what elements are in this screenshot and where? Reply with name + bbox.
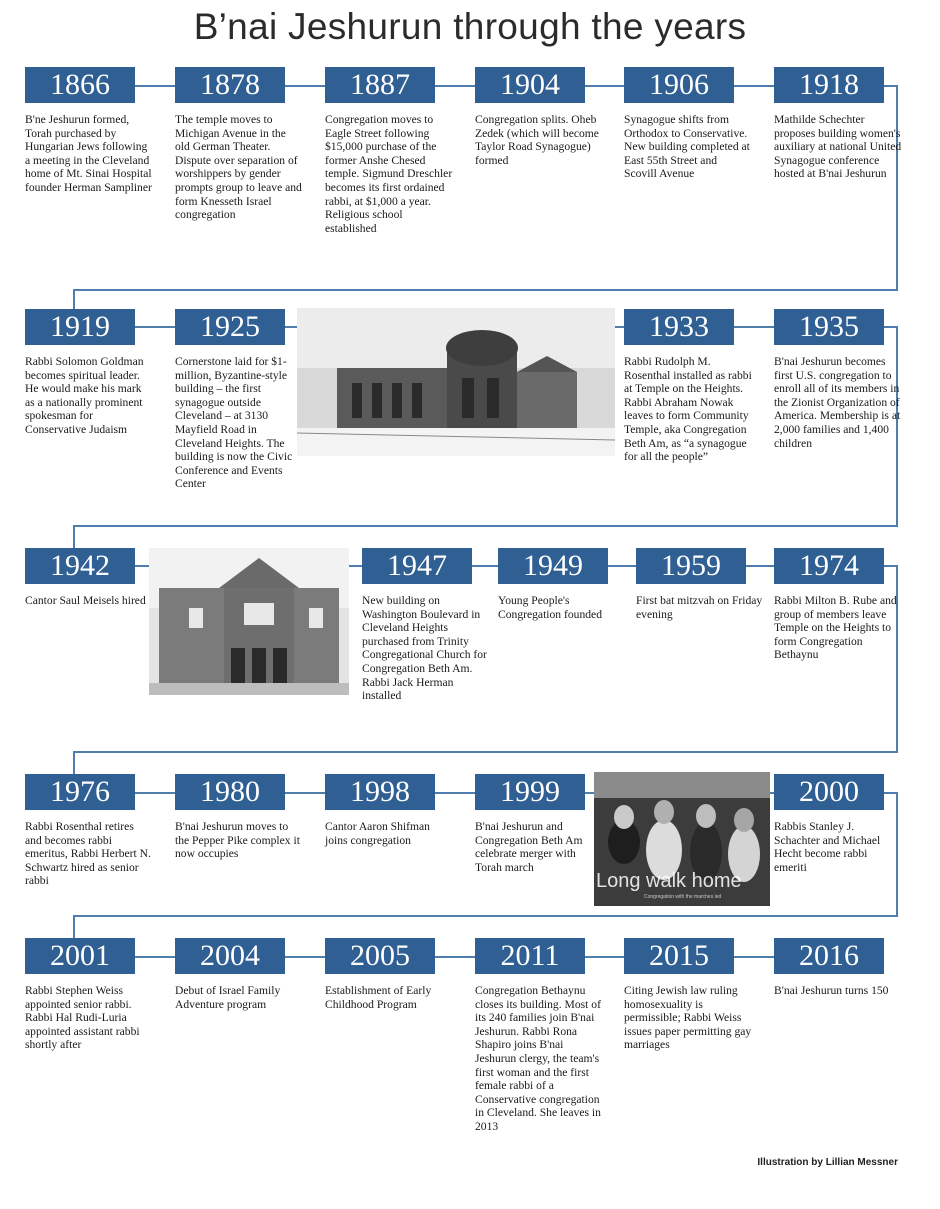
timeline-line-return-1 xyxy=(73,289,898,291)
timeline-line-return-2 xyxy=(73,525,898,527)
event-text-1999: B'nai Jeshurun and Congregation Beth Am celebrate merger with Torah march xyxy=(475,820,583,874)
event-text-1942: Cantor Saul Meisels hired xyxy=(25,594,146,607)
event-text-1976: Rabbi Rosenthal retires and becomes rabbi emeritus, Rabbi Herbert N. Schwartz hired as senior rabbi xyxy=(25,820,151,888)
year-badge-2000: 2000 xyxy=(774,774,884,810)
year-badge-1980: 1980 xyxy=(175,774,285,810)
photo-subcaption: Congregation with the marches led xyxy=(644,894,722,900)
year-badge-1942: 1942 xyxy=(25,548,135,584)
year-badge-2004: 2004 xyxy=(175,938,285,974)
year-badge-1919: 1919 xyxy=(25,309,135,345)
year-badge-2005: 2005 xyxy=(325,938,435,974)
year-badge-2016: 2016 xyxy=(774,938,884,974)
event-text-1878: The temple moves to Michigan Avenue in the old German Theater. Dispute over separation of worshippers by gender prompts group to leave and form Knesseth Israel congregation xyxy=(175,113,302,222)
event-text-1949: Young People's Congregation founded xyxy=(498,594,602,621)
event-text-2005: Establishment of Early Childhood Program xyxy=(325,984,432,1011)
event-text-1933: Rabbi Rudolph M. Rosenthal installed as rabbi at Temple on the Heights. Rabbi Abraham Nowak leaves to form Community Temple, aka Congregation Beth Am, as “a synagogue for all the people” xyxy=(624,355,752,464)
year-badge-1976: 1976 xyxy=(25,774,135,810)
event-text-2015: Citing Jewish law ruling homosexuality is permissible; Rabbi Weiss issues paper permitting gay marriages xyxy=(624,984,752,1052)
event-text-1887: Congregation moves to Eagle Street following $15,000 purchase of the former Anshe Chesed temple. Sigmund Dreschler becomes its first ordained rabbi, at $1,000 a year. Religious school established xyxy=(325,113,453,235)
year-badge-1887: 1887 xyxy=(325,67,435,103)
year-badge-1959: 1959 xyxy=(636,548,746,584)
timeline-line-return-3 xyxy=(73,751,898,753)
year-badge-1998: 1998 xyxy=(325,774,435,810)
beth-am-building-photo xyxy=(149,548,349,695)
year-badge-1949: 1949 xyxy=(498,548,608,584)
event-text-1980: B'nai Jeshurun moves to the Pepper Pike complex it now occupies xyxy=(175,820,300,861)
event-text-1947: New building on Washington Boulevard in Cleveland Heights purchased from Trinity Congregational Church for Congregation Beth Am. Rabbi Jack Herman installed xyxy=(362,594,487,703)
event-text-1959: First bat mitzvah on Friday evening xyxy=(636,594,763,621)
year-badge-1878: 1878 xyxy=(175,67,285,103)
year-badge-2015: 2015 xyxy=(624,938,734,974)
year-badge-1999: 1999 xyxy=(475,774,585,810)
illustration-credit: Illustration by Lillian Messner xyxy=(757,1157,898,1168)
year-badge-1918: 1918 xyxy=(774,67,884,103)
event-text-1998: Cantor Aaron Shifman joins congregation xyxy=(325,820,430,847)
event-text-2000: Rabbis Stanley J. Schachter and Michael Hecht become rabbi emeriti xyxy=(774,820,881,874)
event-text-1906: Synagogue shifts from Orthodox to Conservative. New building completed at East 55th Street and Scovill Avenue xyxy=(624,113,750,181)
event-text-2011: Congregation Bethaynu closes its building. Most of its 240 families join B'nai Jeshurun. Rabbi Rona Shapiro joins B'nai Jeshurun clergy, the team's first woman and the first female rabbi of a Conservative congregation in Cleveland. She leaves in 2013 xyxy=(475,984,601,1133)
event-text-1935: B'nai Jeshurun becomes first U.S. congregation to enroll all of its members in the Zionist Organization of America. Membership is at 2,000 families and 1,400 children xyxy=(774,355,901,450)
event-text-1974: Rabbi Milton B. Rube and group of members leave Temple on the Heights to form Congregation Bethaynu xyxy=(774,594,897,662)
year-badge-1974: 1974 xyxy=(774,548,884,584)
year-badge-1906: 1906 xyxy=(624,67,734,103)
event-text-1918: Mathilde Schechter proposes building women's auxiliary at national United Synagogue conference hosted at B'nai Jeshurun xyxy=(774,113,902,181)
year-badge-2011: 2011 xyxy=(475,938,585,974)
page-title: B’nai Jeshurun through the years xyxy=(193,6,747,47)
year-badge-2001: 2001 xyxy=(25,938,135,974)
year-badge-1866: 1866 xyxy=(25,67,135,103)
year-badge-1925: 1925 xyxy=(175,309,285,345)
event-text-2001: Rabbi Stephen Weiss appointed senior rabbi. Rabbi Hal Rudi-Luria appointed assistant rabbi shortly after xyxy=(25,984,140,1052)
event-text-1904: Congregation splits. Oheb Zedek (which will become Taylor Road Synagogue) formed xyxy=(475,113,599,167)
year-badge-1933: 1933 xyxy=(624,309,734,345)
byzantine-temple-photo xyxy=(297,308,615,456)
year-badge-1904: 1904 xyxy=(475,67,585,103)
torah-march-photo xyxy=(594,772,770,906)
event-text-2004: Debut of Israel Family Adventure program xyxy=(175,984,281,1011)
event-text-1919: Rabbi Solomon Goldman becomes spiritual leader. He would make his mark as a nationally prominent spokesman for Conservative Judaism xyxy=(25,355,144,436)
event-text-2016: B'nai Jeshurun turns 150 xyxy=(774,984,889,997)
event-text-1925: Cornerstone laid for $1-million, Byzantine-style building – the first synagogue outside Cleveland – at 3130 Mayfield Road in Cleveland Heights. The building is now the Civic Conference and Events Center xyxy=(175,355,293,491)
year-badge-1935: 1935 xyxy=(774,309,884,345)
year-badge-1947: 1947 xyxy=(362,548,472,584)
timeline-line-return-4 xyxy=(73,915,898,917)
photo-caption: Long walk home xyxy=(596,870,742,892)
event-text-1866: B'ne Jeshurun formed, Torah purchased by Hungarian Jews following a meeting in the Cleveland home of Mt. Sinai Hospital founder Herman Sampliner xyxy=(25,113,152,194)
